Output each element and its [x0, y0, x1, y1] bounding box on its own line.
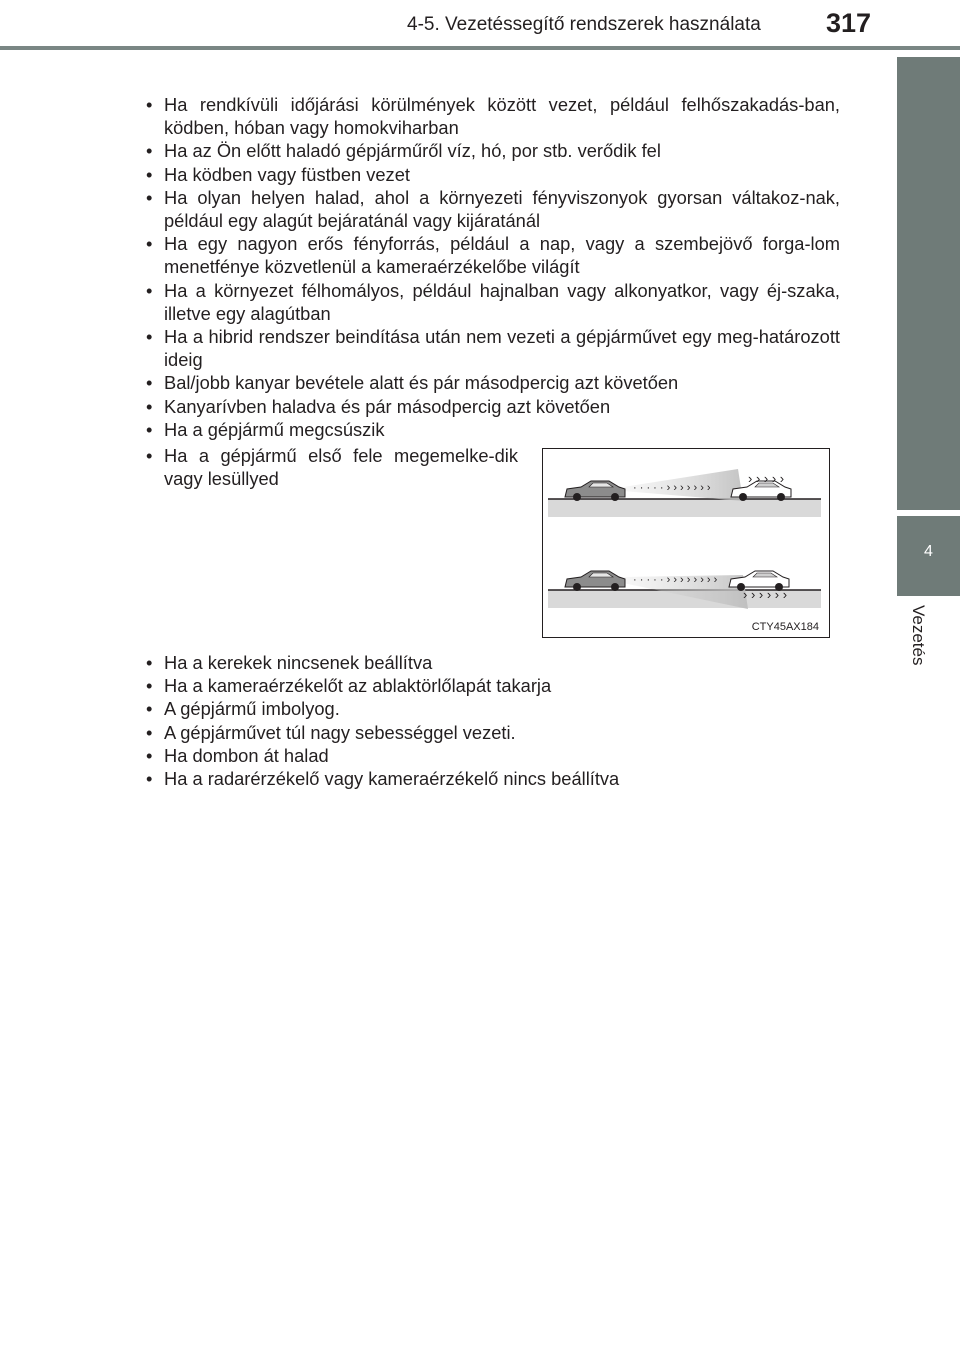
svg-text:· · · · · › › › › › › › ›: · · · · · › › › › › › › › [633, 574, 718, 586]
list-item: • Ha a hibrid rendszer beindítása után nem vezeti a gépjárművet egy meg-határozott ideig [146, 325, 840, 371]
chapter-tab[interactable]: 4 [897, 516, 960, 596]
list-item: • Ha ködben vagy füstben vezet [146, 163, 840, 186]
list-item: • Ha a radarérzékelő vagy kameraérzékelő nincs beállítva [146, 767, 840, 790]
conditions-list-top [146, 93, 840, 441]
header-divider [0, 46, 960, 50]
list-item: • Bal/jobb kanyar bevétele alatt és pár másodpercig azt követően [146, 371, 840, 394]
list-item: • Ha dombon át halad [146, 744, 840, 767]
list-item: • Ha a kameraérzékelőt az ablaktörlőlapát takarja [146, 674, 840, 697]
figure-code: CTY45AX184 [751, 621, 819, 633]
section-title: 4-5. Vezetéssegítő rendszerek használata [407, 14, 761, 35]
side-tab-bar [897, 57, 960, 510]
list-item: • Ha egy nagyon erős fényforrás, például a nap, vagy a szembejövő forga-lom menetfénye közvetlenül a kameraérzékelőbe világít [146, 232, 840, 278]
svg-text:· · · · · › › › › › › ›: · · · · · › › › › › › › [633, 482, 711, 494]
list-item: • Ha rendkívüli időjárási körülmények között vezet, például felhőszakadás-ban, ködben, hóban vagy homokviharban [146, 93, 840, 139]
illustration-drawing [543, 449, 829, 637]
svg-text:› › › › › ›: › › › › › › [743, 587, 788, 602]
list-item: • Kanyarívben haladva és pár másodpercig azt követően [146, 395, 840, 418]
list-item: • A gépjárművet túl nagy sebességgel vezeti. [146, 721, 840, 744]
svg-text:› › › › ›: › › › › › [748, 471, 785, 486]
list-item: • Ha a környezet félhomályos, például hajnalban vagy alkonyatkor, vagy éj-szaka, illetve egy alagútban [146, 279, 840, 325]
list-item: • Ha a gépjármű megcsúszik [146, 418, 840, 441]
road-top [548, 499, 821, 517]
list-item: • Ha a gépjármű első fele megemelke-dik vagy lesüllyed [146, 444, 518, 490]
list-item: • Ha olyan helyen halad, ahol a környezeti fényviszonyok gyorsan váltakoz-nak, például egy alagút bejáratánál vagy kijáratánál [146, 186, 840, 232]
page-number: 317 [826, 8, 872, 38]
list-item: • A gépjármű imbolyog. [146, 697, 840, 720]
conditions-list-bottom [146, 651, 840, 790]
car-top-left [565, 481, 625, 501]
list-item: • Ha az Ön előtt haladó gépjárműről víz, hó, por stb. verődik fel [146, 139, 840, 162]
car-pitch-illustration [542, 448, 830, 638]
chapter-label: Vezetés [909, 605, 928, 666]
car-bottom-left [565, 571, 625, 591]
conditions-list-mid [146, 444, 518, 490]
list-item: • Ha a kerekek nincsenek beállítva [146, 651, 840, 674]
